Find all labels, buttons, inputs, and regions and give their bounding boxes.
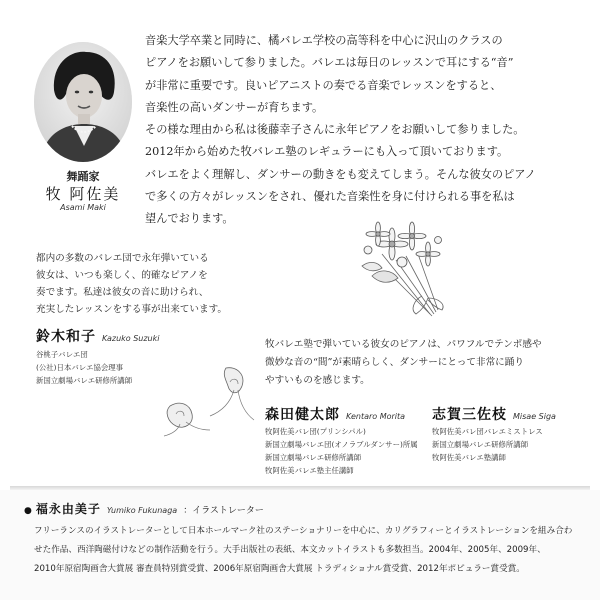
morita-siga-line: 牧バレエ塾で弾いている彼女のピアノは、パワフルでテンポ感や bbox=[265, 339, 542, 350]
morita-affiliations bbox=[265, 425, 418, 477]
bio-line: 2010年原宿陶画舎大賞展 審査員特別賞受賞、2006年原宿陶画舎大賞展 トラディショナル賞受賞、2012年ポピュラー賞受賞。 bbox=[34, 564, 525, 574]
suzuki-line: 彼女は、いつも楽しく、的確なピアノを bbox=[36, 270, 208, 281]
morita-siga-line: やすいものを感じます。 bbox=[265, 375, 370, 386]
main-line: バレエをよく理解し、ダンサーの動きをも変えてしまう。そんな彼女のピアノ bbox=[145, 167, 536, 181]
morita-name-row bbox=[265, 404, 405, 424]
suzuki-roman-name: Kazuko Suzuki bbox=[102, 334, 160, 343]
main-line: 望んでおります。 bbox=[145, 212, 234, 226]
illustrator-heading bbox=[24, 498, 264, 517]
main-line: 音楽大学卒業と同時に、橘バレエ学校の高等科を中心に沢山のクラスの bbox=[145, 34, 503, 47]
illustrator-bio bbox=[34, 522, 590, 579]
main-line: 音楽性の高いダンサーが育ちます。 bbox=[145, 100, 324, 114]
bouquet-illustration bbox=[352, 214, 464, 326]
suzuki-name: 鈴木和子 bbox=[36, 329, 96, 345]
portrait-photo bbox=[34, 42, 132, 162]
morita-affiliation: 新国立劇場バレエ団(オノラブルダンサー)所属 bbox=[265, 440, 418, 449]
illustrator-name: 福永由美子 bbox=[35, 502, 101, 516]
main-paragraph bbox=[145, 30, 585, 231]
main-line: 2012年から始めた牧バレエ塾のレギュラーにも入って頂いております。 bbox=[145, 145, 509, 159]
ballet-slippers-icon bbox=[150, 360, 260, 440]
maki-role: 舞踊家 bbox=[66, 170, 100, 183]
siga-affiliation: 牧阿佐美バレ団バレエミストレス bbox=[432, 427, 543, 436]
portrait-image bbox=[34, 42, 132, 162]
main-line: ピアノをお願いして参りました。バレエは毎日のレッスンで耳にする“音” bbox=[145, 56, 514, 70]
morita-affiliation: 牧阿佐美バレ団(プリンシパル) bbox=[265, 427, 366, 436]
suzuki-affiliation: (公社)日本バレエ協会理事 bbox=[36, 363, 124, 372]
bio-line: せた作品、西洋陶磁付けなどの制作活動を行う。大手出版社の表紙、本文カットイラストも多数担当。2004年、2005年、2009年、 bbox=[34, 545, 546, 555]
illustrator-role: ：イラストレーター bbox=[183, 506, 264, 516]
siga-affiliations bbox=[432, 425, 543, 464]
siga-roman-name: Misae Siga bbox=[513, 412, 556, 421]
main-line: その様な理由から私は後藤幸子さんに永年ピアノをお願いして参りました。 bbox=[145, 123, 525, 137]
suzuki-line: 奏でます。私達は彼女の音に助けられ、 bbox=[36, 287, 209, 298]
main-line: が非常に重要です。良いピアニストの奏でる音楽でレッスンをすると、 bbox=[145, 78, 502, 92]
suzuki-affiliations bbox=[36, 348, 132, 387]
morita-siga-line: 微妙な音の“間”が素晴らしく、ダンサーにとって非常に踊り bbox=[265, 357, 524, 368]
illustrator-roman-name: Yumiko Fukunaga bbox=[106, 506, 178, 515]
suzuki-affiliation: 新国立劇場バレエ研修所講師 bbox=[36, 376, 133, 385]
morita-name: 森田健太郎 bbox=[265, 407, 340, 423]
bio-line: フリーランスのイラストレーターとして日本ホールマーク社のステーショナリーを中心に、カリグラフィーとイラストレーションを組み合わ bbox=[34, 526, 573, 536]
siga-name-row bbox=[432, 404, 556, 424]
siga-name: 志賀三佐枝 bbox=[432, 407, 507, 423]
morita-roman-name: Kentaro Morita bbox=[346, 412, 406, 421]
morita-siga-comment bbox=[265, 336, 595, 390]
bullet-icon: ● bbox=[24, 506, 32, 516]
suzuki-line: 都内の多数のバレエ団で永年弾いている bbox=[36, 253, 209, 264]
maki-roman-name: Asami Maki bbox=[60, 203, 106, 212]
suzuki-affiliation: 谷桃子バレエ団 bbox=[36, 350, 88, 359]
suzuki-name-row bbox=[36, 326, 159, 346]
siga-affiliation: 新国立劇場バレエ研修所講師 bbox=[432, 440, 529, 449]
suzuki-comment bbox=[36, 250, 266, 318]
maki-name: 牧 阿佐美 bbox=[45, 185, 121, 203]
morita-affiliation: 新国立劇場バレエ研修所講師 bbox=[265, 453, 362, 462]
slippers-illustration bbox=[150, 360, 260, 440]
siga-affiliation: 牧阿佐美バレエ塾講師 bbox=[432, 453, 506, 462]
morita-affiliation: 牧阿佐美バレエ塾主任講師 bbox=[265, 466, 354, 475]
main-line: で多くの方々がレッスンをされ、優れた音楽性を身に付けられる事を私は bbox=[145, 190, 515, 204]
flower-bouquet-icon bbox=[352, 214, 464, 326]
suzuki-line: 充実したレッスンをする事が出来ています。 bbox=[36, 304, 228, 315]
